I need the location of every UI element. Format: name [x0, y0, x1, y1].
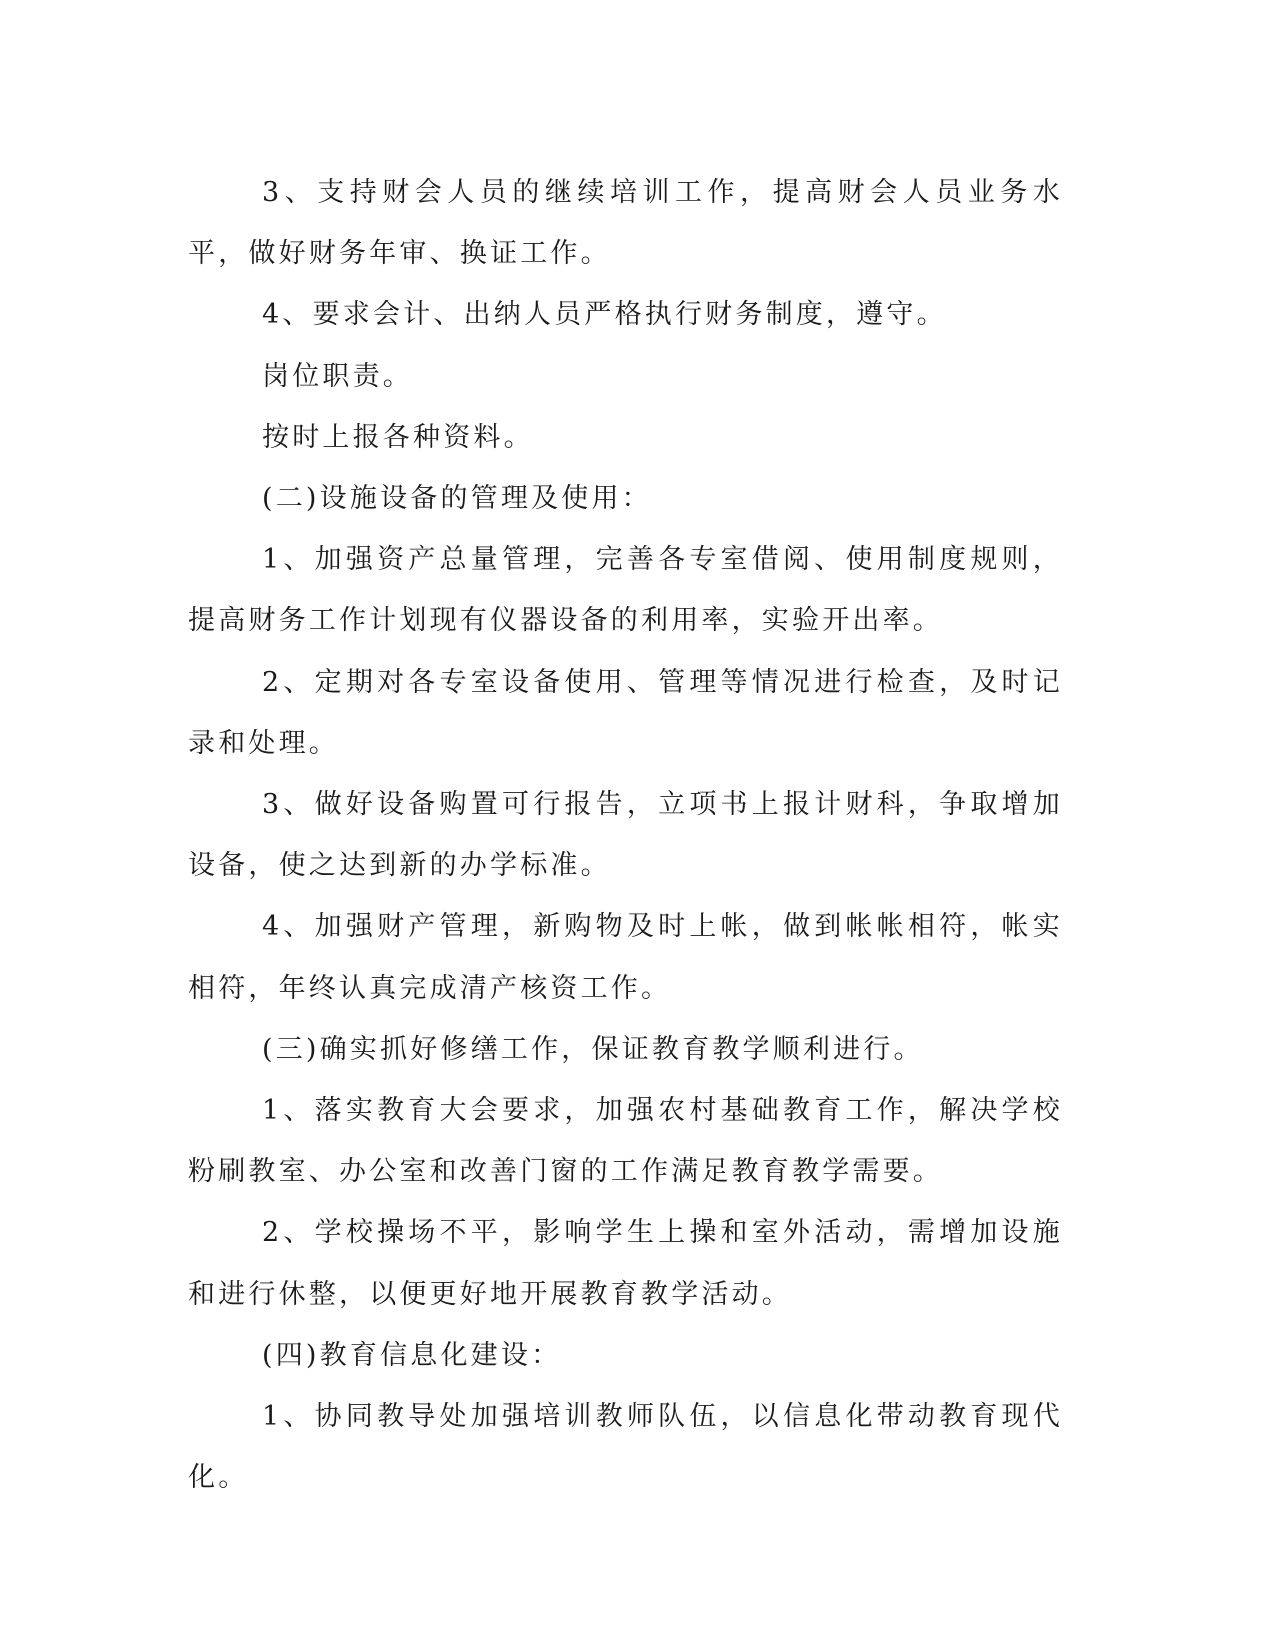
section-heading-3: (三)确实抓好修缮工作，保证教育教学顺利进行。 [262, 1033, 924, 1065]
paragraph-11: 1、落实教育大会要求，加强农村基础教育工作，解决学校粉刷教室、办公室和改善门窗的工作满足教育教学需要。 [188, 1095, 1063, 1188]
paragraph-7: 2、定期对各专室设备使用、管理等情况进行检查，及时记录和处理。 [188, 666, 1063, 759]
paragraph-12: 2、学校操场不平，影响学生上操和室外活动，需增加设施和进行休整，以便更好地开展教育教学活动。 [188, 1217, 1063, 1310]
paragraph-9: 4、加强财产管理，新购物及时上帐，做到帐帐相符，帐实相符，年终认真完成清产核资工作。 [188, 911, 1063, 1004]
section-heading-4: (四)教育信息化建设： [262, 1339, 562, 1371]
paragraph-6: 1、加强资产总量管理，完善各专室借阅、使用制度规则，提高财务工作计划现有仪器设备的利用率，实验开出率。 [188, 544, 1063, 637]
paragraph-3: 岗位职责。 [262, 360, 413, 392]
paragraph-4: 按时上报各种资料。 [262, 421, 534, 453]
section-heading-2: (二)设施设备的管理及使用： [262, 483, 652, 515]
paragraph-8: 3、做好设备购置可行报告，立项书上报计财科，争取增加设备，使之达到新的办学标准。 [188, 789, 1063, 882]
document-body [188, 162, 1063, 1508]
paragraph-14: 1、协同教导处加强培训教师队伍，以信息化带动教育现代化。 [188, 1401, 1063, 1494]
paragraph-2: 4、要求会计、出纳人员严格执行财务制度，遵守。 [262, 299, 947, 331]
paragraph-1: 3、支持财会人员的继续培训工作，提高财会人员业务水平，做好财务年审、换证工作。 [188, 177, 1063, 270]
